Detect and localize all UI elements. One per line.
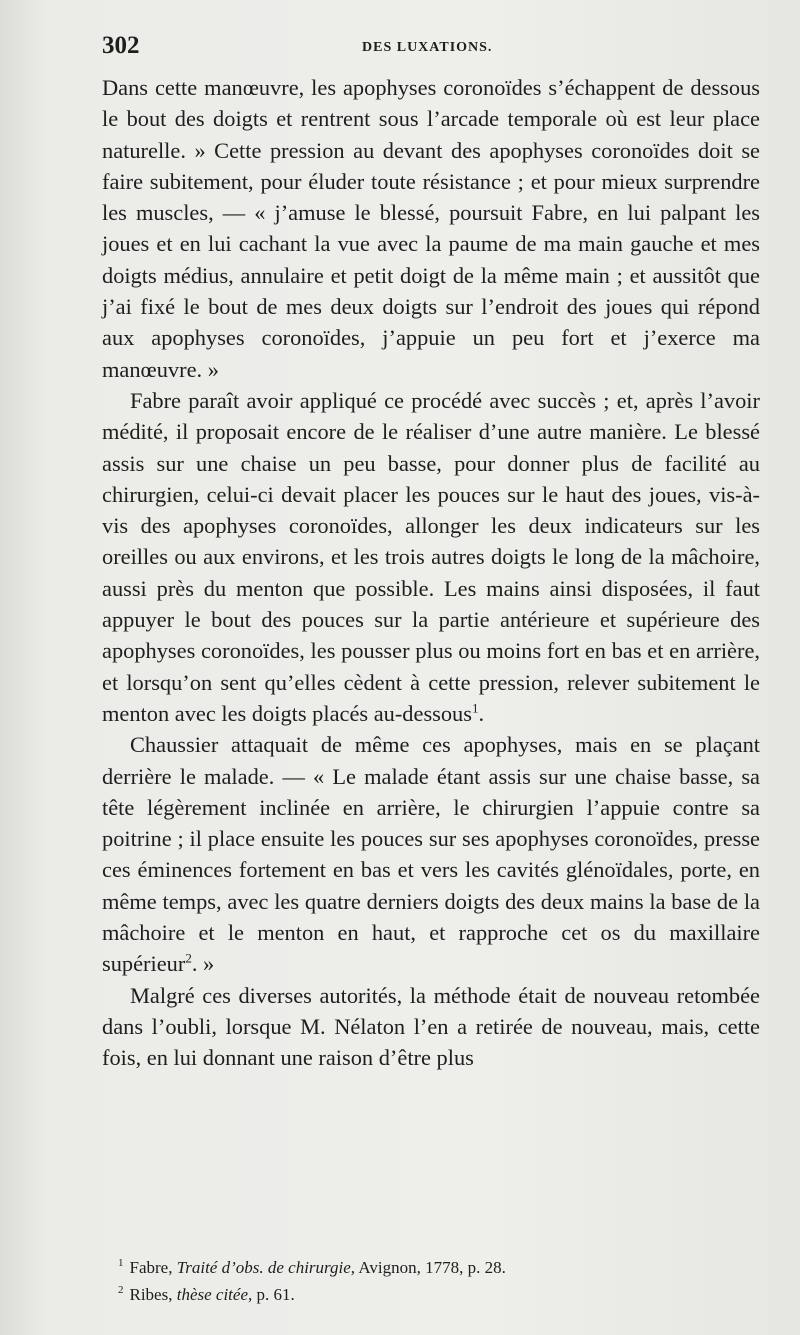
paragraph-4-text: Malgré ces diverses autorités, la méthode était de nouveau retombée dans l’oubli, lorsque M. Nélaton l’en a retirée de nouveau, mais, cette fois, en lui donnant une raison d’être plus [102,982,760,1071]
paragraph-1 [102,72,760,385]
running-title: DES LUXATIONS. [362,40,493,55]
footnote-2-rest: p. 61. [256,1285,295,1304]
footnote-2-mark: 2 [118,1284,124,1297]
paragraph-3-text: Chaussier attaquait de même ces apophyses, mais en se plaçant derrière le malade. — « Le malade étant assis sur une chaise basse, sa tête légèrement inclinée en arrière, le chirurgien l’appuie contre sa poitrine ; il place ensuite les pouces sur ses apophyses coronoïdes, presse ces éminences fortement en bas et vers les cavités glénoïdales, porte, en même temps, avec les quatre derniers doigts des deux mains la base de la mâchoire et le menton en haut, et rapproche cet os du maxillaire supérieur [102,732,760,977]
footnotes [118,1254,758,1308]
body-text [102,72,760,1074]
paragraph-2-end: . [478,700,485,726]
paragraph-4 [102,980,760,1074]
page-header [102,32,762,66]
footnote-1-work: Traité d’obs. de chirurgie, [176,1258,356,1277]
paragraph-2 [102,385,760,729]
footnote-1-author: Fabre, [129,1258,173,1277]
page-number: 302 [102,32,140,59]
paragraph-3-end: . » [191,951,215,977]
footnote-2-work: thèse citée, [176,1285,253,1304]
paragraph-3 [102,729,760,979]
footnote-1-rest: Avignon, 1778, p. 28. [358,1258,506,1277]
footnote-1 [118,1254,758,1281]
paragraph-1-text: Dans cette manœuvre, les apophyses coronoïdes s’échappent de dessous le bout des doigts et rentrent sous l’arcade temporale où est leur place naturelle. » Cette pression au devant des apophyses coronoïdes doit se faire subitement, pour éluder toute résistance ; et pour mieux surprendre les muscles, — « j’amuse le blessé, poursuit Fabre, en lui palpant les joues et en lui cachant la vue avec la paume de ma main gauche et mes doigts médius, annulaire et petit doigt de la même main ; et aussitôt que j’ai fixé le bout de mes deux doigts sur l’endroit des joues qui répond aux apophyses coronoïdes, j’appuie un peu fort et j’exerce ma manœuvre. » [102,75,760,382]
footnote-ref-2: 2 [185,950,192,966]
paragraph-2-text: Fabre paraît avoir appliqué ce procédé avec succès ; et, après l’avoir médité, il proposait encore de le réaliser d’une autre manière. Le blessé assis sur une chaise un peu basse, pour donner plus de facilité au chirurgien, celui-ci devait placer les pouces sur le haut des joues, vis-à-vis des apophyses coronoïdes, allonger les deux indicateurs sur les oreilles ou aux environs, et les trois autres doigts le long de la mâchoire, aussi près du menton que possible. Les mains ainsi disposées, il faut appuyer le bout des pouces sur la partie antérieure et supérieure des apophyses coronoïdes, les pousser plus ou moins fort en bas et en arrière, et lorsqu’on sent qu’elles cèdent à cette pression, relever subitement le menton avec les doigts placés au-dessous [102,387,760,726]
footnote-1-mark: 1 [118,1257,124,1270]
footnote-2-author: Ribes, [129,1285,173,1304]
footnote-2 [118,1281,758,1308]
footnote-ref-1: 1 [471,700,479,716]
